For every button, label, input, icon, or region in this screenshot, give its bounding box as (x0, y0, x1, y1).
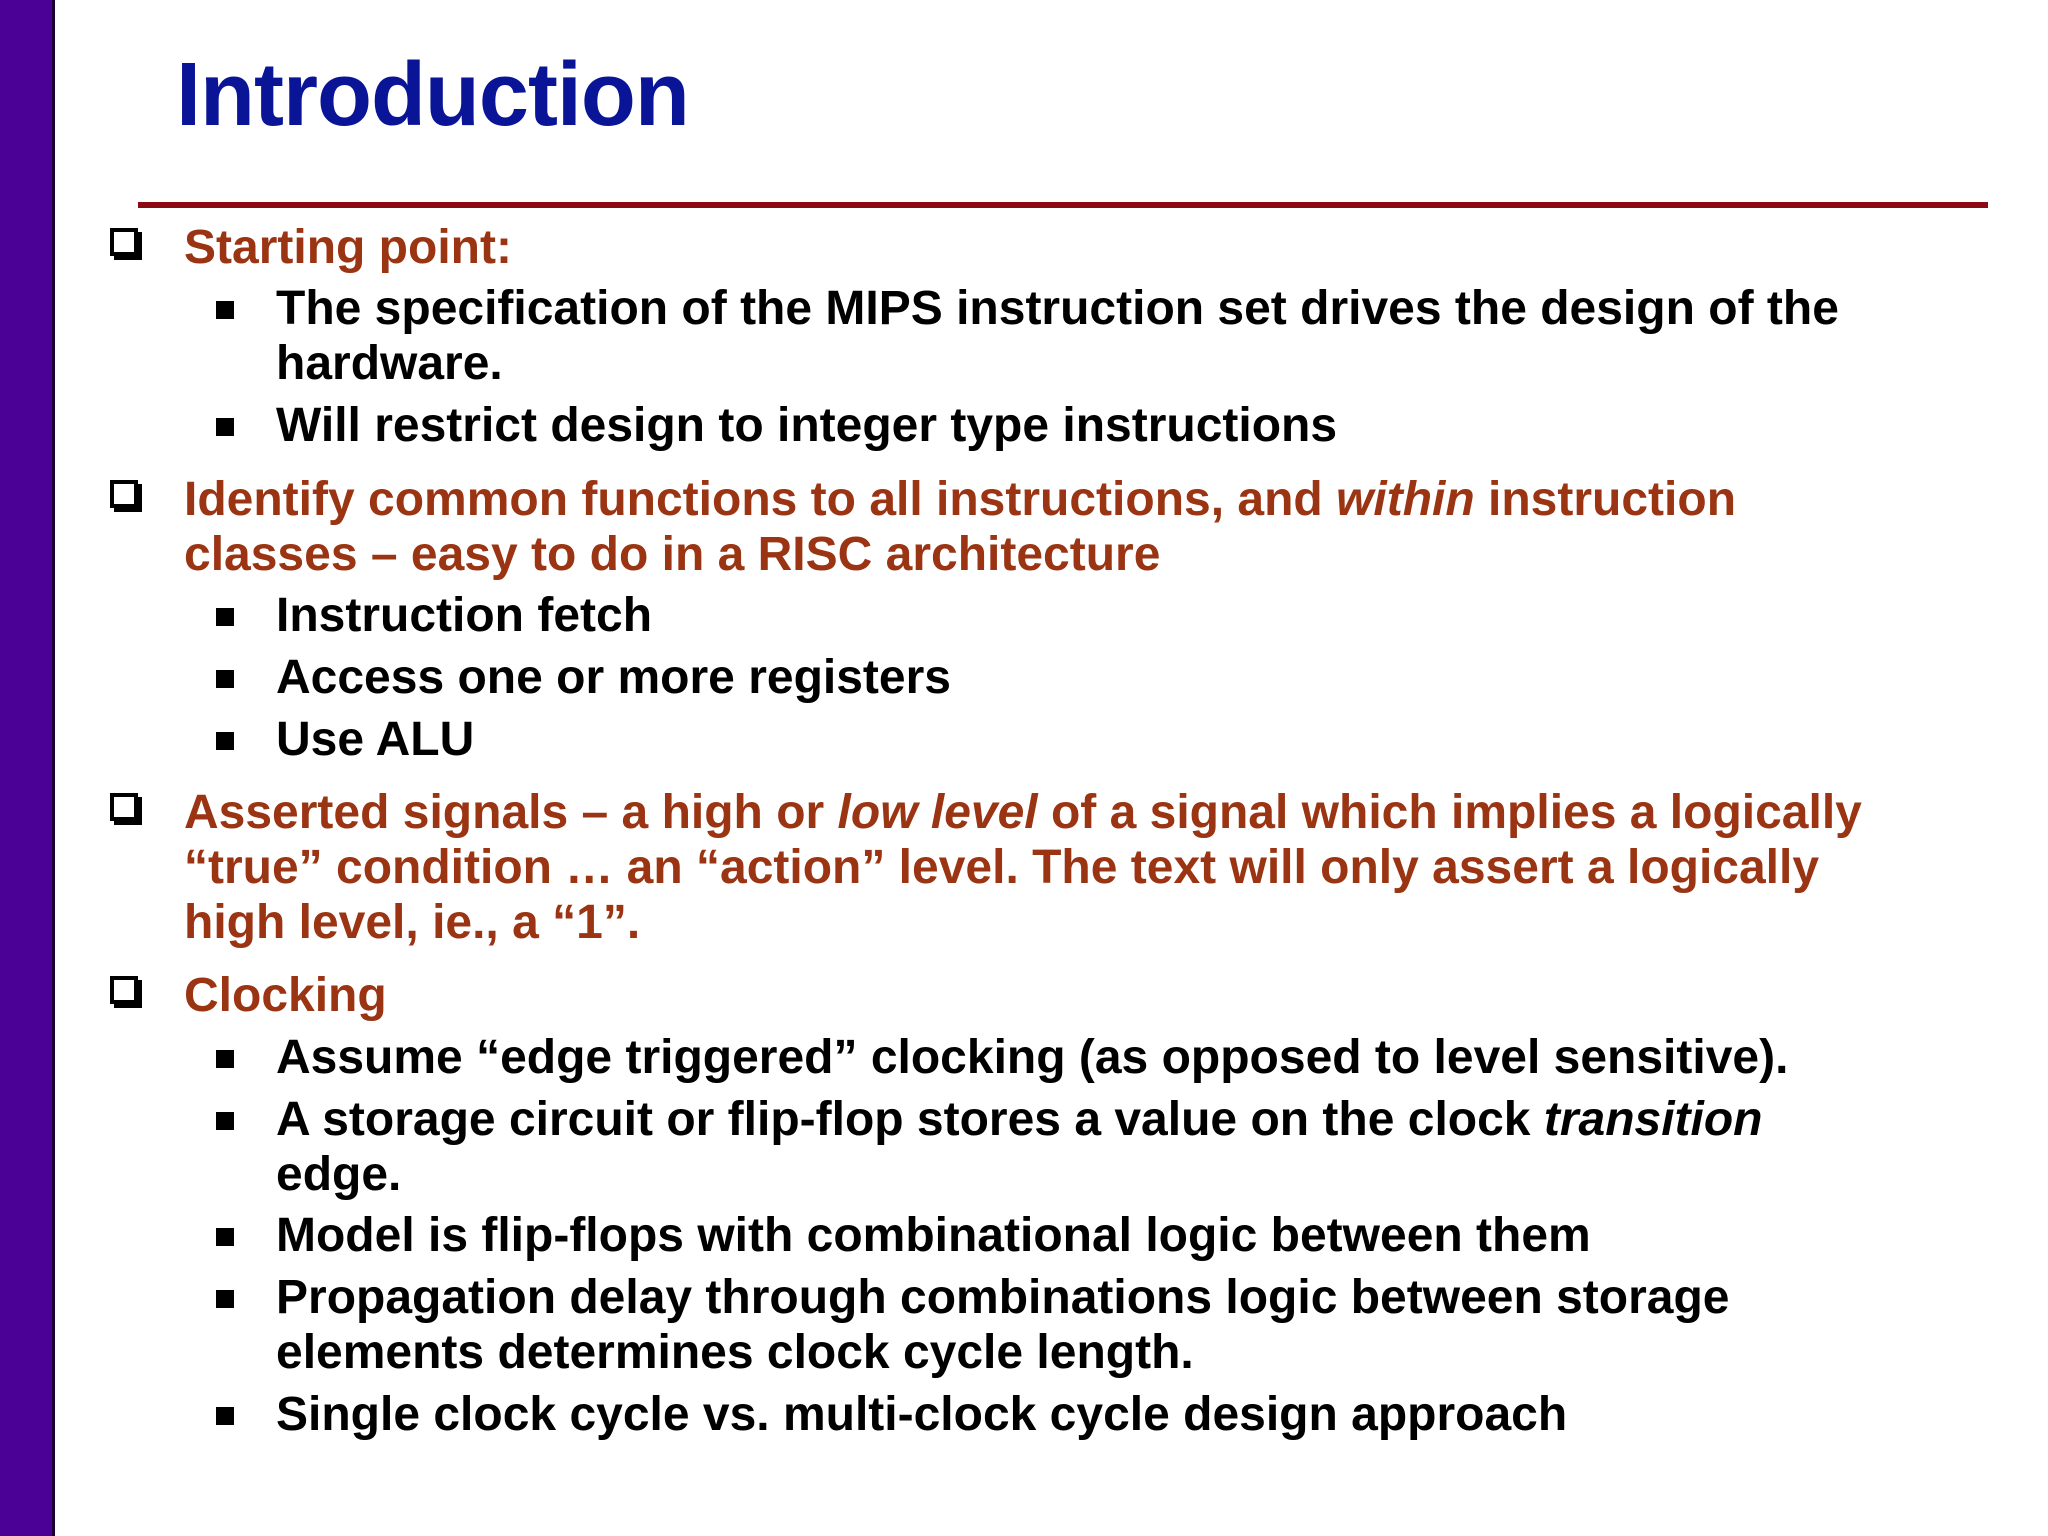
square-bullet-icon (216, 670, 234, 688)
sub-bullet-text: Will restrict design to integer type instructions (276, 399, 1338, 452)
bullet-text: high level, ie., a “1”. (184, 896, 641, 949)
square-bullet-icon (216, 301, 234, 319)
square-bullet-icon (216, 418, 234, 436)
sub-bullet-text: edge. (276, 1148, 402, 1201)
sub-bullet-text: Use ALU (276, 713, 475, 766)
square-bullet-icon (216, 608, 234, 626)
sidebar-bar (0, 0, 55, 1536)
bullet-text: Clocking (184, 969, 387, 1022)
square-bullet-icon (216, 1112, 234, 1130)
title-divider (138, 202, 1988, 208)
checkbox-bullet-icon (110, 793, 138, 821)
sub-bullet-text: Single clock cycle vs. multi-clock cycle design approach (276, 1388, 1568, 1441)
square-bullet-icon (216, 1290, 234, 1308)
sub-bullet-text: The specification of the MIPS instruction set drives the design of the (276, 282, 1839, 335)
sub-bullet-text: Model is flip-flops with combinational logic between them (276, 1209, 1591, 1262)
checkbox-bullet-icon (110, 480, 138, 508)
square-bullet-icon (216, 732, 234, 750)
sub-bullet-text: hardware. (276, 337, 503, 390)
bullet-text: Asserted signals – a high or low level of a signal which implies a logically (184, 786, 1862, 839)
bullet-text: classes – easy to do in a RISC architecture (184, 528, 1161, 581)
checkbox-bullet-icon (110, 228, 138, 256)
bullet-text: Starting point: (184, 221, 512, 274)
checkbox-bullet-icon (110, 976, 138, 1004)
sub-bullet-text: Instruction fetch (276, 589, 653, 642)
sub-bullet-text: elements determines clock cycle length. (276, 1326, 1194, 1379)
sub-bullet-text: Access one or more registers (276, 651, 951, 704)
sub-bullet-text: Assume “edge triggered” clocking (as opposed to level sensitive). (276, 1031, 1789, 1084)
bullet-text: “true” condition … an “action” level. The text will only assert a logically (184, 841, 1820, 894)
square-bullet-icon (216, 1407, 234, 1425)
page-title: Introduction (176, 45, 689, 145)
sub-bullet-text: Propagation delay through combinations logic between storage (276, 1271, 1730, 1324)
square-bullet-icon (216, 1228, 234, 1246)
sub-bullet-text: A storage circuit or flip-flop stores a value on the clock transition (276, 1093, 1763, 1146)
square-bullet-icon (216, 1050, 234, 1068)
bullet-text: Identify common functions to all instructions, and within instruction (184, 473, 1737, 526)
